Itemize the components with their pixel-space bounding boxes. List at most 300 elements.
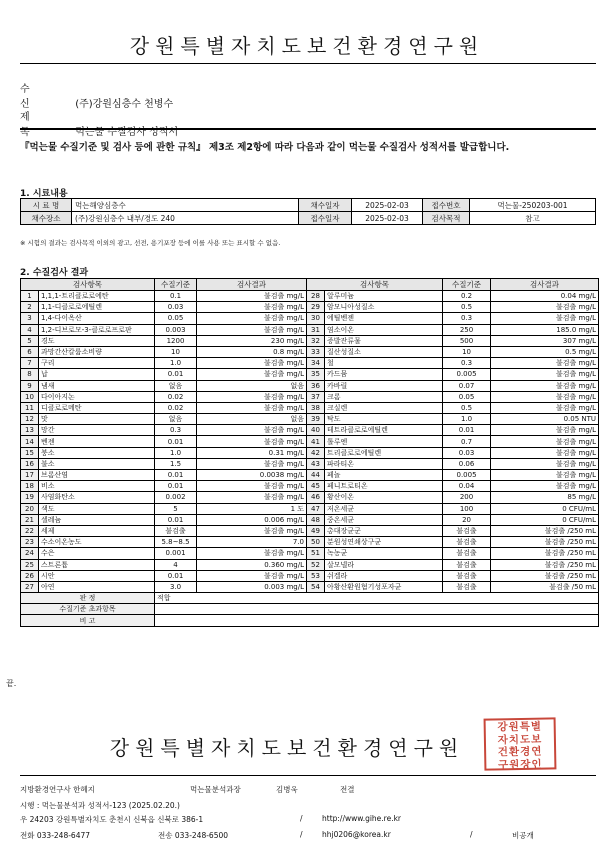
item-result: 불검출 mg/L bbox=[491, 391, 599, 402]
item-number: 39 bbox=[307, 414, 325, 425]
item-result: 불검출 mg/L bbox=[491, 458, 599, 469]
phone-number: 전화 033-248-6477 bbox=[20, 831, 91, 840]
title-divider bbox=[20, 63, 596, 64]
table-row bbox=[21, 358, 599, 369]
item-name: 1,2-디브로모-3-클로로프로판 bbox=[39, 324, 155, 335]
table-row bbox=[21, 335, 599, 346]
item-number: 32 bbox=[307, 335, 325, 346]
item-name: 톨루엔 bbox=[325, 436, 443, 447]
item-name: 다이아지논 bbox=[39, 391, 155, 402]
item-standard: 0.01 bbox=[443, 425, 491, 436]
results-header-row bbox=[21, 279, 599, 291]
item-result: 230 mg/L bbox=[197, 335, 307, 346]
item-standard: 10 bbox=[155, 346, 197, 357]
item-result: 불검출 /250 mL bbox=[491, 559, 599, 570]
item-standard: 불검출 bbox=[443, 581, 491, 592]
item-name: 분원성연쇄상구균 bbox=[325, 537, 443, 548]
item-name: 과망간산칼륨소비량 bbox=[39, 346, 155, 357]
item-number: 2 bbox=[21, 302, 39, 313]
table-row bbox=[21, 458, 599, 469]
judgement-row bbox=[21, 593, 599, 604]
item-name: 불소 bbox=[39, 458, 155, 469]
remark-row bbox=[21, 615, 599, 626]
item-result: 불검출 mg/L bbox=[197, 425, 307, 436]
footer-divider bbox=[20, 775, 596, 776]
item-result: 불검출 mg/L bbox=[197, 302, 307, 313]
item-name: 저온세균 bbox=[325, 503, 443, 514]
section-sample-title: 1. 시료내용 bbox=[20, 189, 68, 199]
item-number: 10 bbox=[21, 391, 39, 402]
item-number: 38 bbox=[307, 402, 325, 413]
table-row bbox=[21, 514, 599, 525]
item-name: 사염화탄소 bbox=[39, 492, 155, 503]
item-standard: 0.03 bbox=[443, 447, 491, 458]
exceed-label: 수질기준 초과항목 bbox=[21, 604, 155, 615]
item-number: 1 bbox=[21, 291, 39, 302]
item-name: 암모니아성질소 bbox=[325, 302, 443, 313]
item-name: 수은 bbox=[39, 548, 155, 559]
recipient-label: 수 신 bbox=[20, 84, 40, 110]
item-standard: 1.0 bbox=[443, 414, 491, 425]
item-number: 27 bbox=[21, 581, 39, 592]
item-name: 맛 bbox=[39, 414, 155, 425]
stamp-line: 건환경연 bbox=[497, 745, 543, 759]
item-number: 19 bbox=[21, 492, 39, 503]
item-name: 비소 bbox=[39, 481, 155, 492]
enforcement-line: 시행 : 먹는물분석과 성적서-123 (2025.02.20.) bbox=[20, 801, 180, 810]
item-standard: 불검출 bbox=[155, 525, 197, 536]
item-result: 불검출 mg/L bbox=[491, 369, 599, 380]
item-name: 1,4-다이옥산 bbox=[39, 313, 155, 324]
receipt-date-label: 접수일자 bbox=[299, 212, 352, 225]
item-number: 25 bbox=[21, 559, 39, 570]
item-standard: 20 bbox=[443, 514, 491, 525]
item-name: 황산이온 bbox=[325, 492, 443, 503]
place-value: (주)강원심층수 내부/경도 240 bbox=[72, 212, 299, 225]
item-name: 세제 bbox=[39, 525, 155, 536]
item-number: 36 bbox=[307, 380, 325, 391]
item-result: 불검출 mg/L bbox=[491, 481, 599, 492]
item-number: 35 bbox=[307, 369, 325, 380]
header-standard-left: 수질기준 bbox=[155, 279, 197, 291]
table-row bbox=[21, 570, 599, 581]
item-number: 29 bbox=[307, 302, 325, 313]
item-number: 43 bbox=[307, 458, 325, 469]
table-row bbox=[21, 525, 599, 536]
item-result: 불검출 mg/L bbox=[197, 358, 307, 369]
item-result: 307 mg/L bbox=[491, 335, 599, 346]
item-standard: 없음 bbox=[155, 414, 197, 425]
item-number: 20 bbox=[21, 503, 39, 514]
item-standard: 5.8~8.5 bbox=[155, 537, 197, 548]
remark-label: 비 고 bbox=[21, 615, 155, 626]
item-result: 불검출 mg/L bbox=[197, 548, 307, 559]
table-row bbox=[21, 447, 599, 458]
item-name: 아황산환원혐기성포자균 bbox=[325, 581, 443, 592]
item-result: 185.0 mg/L bbox=[491, 324, 599, 335]
recipient-row bbox=[20, 80, 173, 110]
url-slash: / bbox=[300, 814, 303, 823]
table-row bbox=[21, 537, 599, 548]
item-number: 12 bbox=[21, 414, 39, 425]
item-result: 불검출 mg/L bbox=[197, 391, 307, 402]
item-name: 페놀 bbox=[325, 470, 443, 481]
item-number: 16 bbox=[21, 458, 39, 469]
official-seal-stamp bbox=[484, 717, 557, 770]
bottom-org-title: 강원특별자치도보건환경연구원 bbox=[109, 736, 465, 760]
judgement-label: 판 정 bbox=[21, 593, 155, 604]
item-result: 불검출 mg/L bbox=[197, 481, 307, 492]
item-result: 불검출 /250 mL bbox=[491, 537, 599, 548]
collect-date-value: 2025-02-03 bbox=[352, 199, 423, 212]
approval-mark: 전결 bbox=[340, 785, 355, 794]
item-name: 질산성질소 bbox=[325, 346, 443, 357]
item-result: 0 CFU/mL bbox=[491, 514, 599, 525]
document-title: 강원특별자치도보건환경연구원 bbox=[129, 34, 485, 58]
item-number: 17 bbox=[21, 470, 39, 481]
intro-text: 『먹는물 수질기준 및 검사 등에 관한 규칙』 제3조 제2항에 따라 다음과 같이 먹는물 수질검사 성적서를 발급합니다. bbox=[20, 142, 510, 153]
item-name: 아연 bbox=[39, 581, 155, 592]
item-number: 52 bbox=[307, 559, 325, 570]
table-row bbox=[21, 414, 599, 425]
item-result: 불검출 mg/L bbox=[197, 492, 307, 503]
header-result-left: 검사결과 bbox=[197, 279, 307, 291]
item-name: 크롬 bbox=[325, 391, 443, 402]
staff-manager-name: 김병욱 bbox=[276, 785, 298, 794]
item-standard: 0.05 bbox=[155, 313, 197, 324]
item-number: 24 bbox=[21, 548, 39, 559]
item-standard: 0.3 bbox=[443, 313, 491, 324]
item-result: 불검출 mg/L bbox=[197, 525, 307, 536]
item-number: 54 bbox=[307, 581, 325, 592]
item-number: 23 bbox=[21, 537, 39, 548]
item-name: 녹농균 bbox=[325, 548, 443, 559]
item-number: 26 bbox=[21, 570, 39, 581]
sample-name-label: 시 료 명 bbox=[21, 199, 72, 212]
item-standard: 500 bbox=[443, 335, 491, 346]
fax-number: 전송 033-248-6500 bbox=[158, 831, 229, 840]
item-standard: 0.005 bbox=[443, 470, 491, 481]
table-row bbox=[21, 346, 599, 357]
purpose-value: 참고 bbox=[470, 212, 596, 225]
item-standard: 250 bbox=[443, 324, 491, 335]
item-standard: 1.5 bbox=[155, 458, 197, 469]
table-row bbox=[21, 581, 599, 592]
item-result: 0 CFU/mL bbox=[491, 503, 599, 514]
item-result: 불검출 mg/L bbox=[491, 470, 599, 481]
header-standard-right: 수질기준 bbox=[443, 279, 491, 291]
item-result: 0.003 mg/L bbox=[197, 581, 307, 592]
item-result: 불검출 mg/L bbox=[197, 291, 307, 302]
item-standard: 0.02 bbox=[155, 402, 197, 413]
item-result: 0.0038 mg/L bbox=[197, 470, 307, 481]
disclosure-slash: / bbox=[470, 830, 473, 839]
item-result: 불검출 mg/L bbox=[197, 324, 307, 335]
end-mark: 끝. bbox=[6, 679, 17, 688]
item-name: 경도 bbox=[39, 335, 155, 346]
item-number: 13 bbox=[21, 425, 39, 436]
item-name: 납 bbox=[39, 369, 155, 380]
item-name: 1,1,1-트리클로로에탄 bbox=[39, 291, 155, 302]
item-standard: 0.01 bbox=[155, 436, 197, 447]
staff-line bbox=[20, 784, 596, 795]
item-result: 불검출 /250 mL bbox=[491, 570, 599, 581]
item-result: 불검출 mg/L bbox=[491, 358, 599, 369]
item-result: 1 도 bbox=[197, 503, 307, 514]
item-standard: 불검출 bbox=[443, 559, 491, 570]
item-number: 15 bbox=[21, 447, 39, 458]
item-standard: 불검출 bbox=[443, 525, 491, 536]
item-standard: 0.04 bbox=[443, 481, 491, 492]
item-name: 디클로로메탄 bbox=[39, 402, 155, 413]
item-standard: 0.003 bbox=[155, 324, 197, 335]
receipt-no-value: 먹는물-250203-001 bbox=[470, 199, 596, 212]
item-number: 6 bbox=[21, 346, 39, 357]
item-standard: 0.01 bbox=[155, 470, 197, 481]
item-standard: 0.01 bbox=[155, 481, 197, 492]
section-results-title: 2. 수질검사 결과 bbox=[20, 268, 89, 278]
item-result: 불검출 mg/L bbox=[491, 402, 599, 413]
header-divider bbox=[20, 128, 596, 130]
item-number: 34 bbox=[307, 358, 325, 369]
item-name: 중온세균 bbox=[325, 514, 443, 525]
remark-value bbox=[155, 615, 599, 626]
item-number: 9 bbox=[21, 380, 39, 391]
item-standard: 1.0 bbox=[155, 447, 197, 458]
item-standard: 1.0 bbox=[155, 358, 197, 369]
item-standard: 0.002 bbox=[155, 492, 197, 503]
item-standard: 0.001 bbox=[155, 548, 197, 559]
exceed-value bbox=[155, 604, 599, 615]
subject-value: 먹는물 수질검사 성적서 bbox=[75, 127, 179, 138]
item-number: 40 bbox=[307, 425, 325, 436]
staff-researcher: 지방환경연구사 한혜지 bbox=[20, 785, 95, 794]
item-name: 알루미늄 bbox=[325, 291, 443, 302]
item-name: 염소이온 bbox=[325, 324, 443, 335]
staff-manager-title: 먹는물분석과장 bbox=[190, 785, 241, 794]
item-standard: 0.3 bbox=[443, 358, 491, 369]
item-name: 에틸벤젠 bbox=[325, 313, 443, 324]
stamp-line: 자치도보 bbox=[497, 733, 543, 746]
item-standard: 1200 bbox=[155, 335, 197, 346]
header-item-left: 검사항목 bbox=[21, 279, 155, 291]
item-number: 18 bbox=[21, 481, 39, 492]
item-number: 31 bbox=[307, 324, 325, 335]
item-standard: 0.07 bbox=[443, 380, 491, 391]
item-name: 철 bbox=[325, 358, 443, 369]
item-result: 불검출 mg/L bbox=[197, 402, 307, 413]
item-result: 불검출 mg/L bbox=[491, 313, 599, 324]
results-table bbox=[20, 278, 599, 627]
item-result: 0.5 mg/L bbox=[491, 346, 599, 357]
item-result: 0.360 mg/L bbox=[197, 559, 307, 570]
item-number: 28 bbox=[307, 291, 325, 302]
item-name: 망간 bbox=[39, 425, 155, 436]
item-result: 불검출 mg/L bbox=[197, 458, 307, 469]
item-standard: 불검출 bbox=[443, 537, 491, 548]
header-result-right: 검사결과 bbox=[491, 279, 599, 291]
receipt-date-value: 2025-02-03 bbox=[352, 212, 423, 225]
item-result: 불검출 mg/L bbox=[197, 369, 307, 380]
email-address[interactable]: hhj0206@korea.kr bbox=[322, 830, 391, 839]
item-standard: 0.5 bbox=[443, 302, 491, 313]
item-standard: 불검출 bbox=[443, 548, 491, 559]
item-standard: 0.01 bbox=[155, 514, 197, 525]
item-result: 불검출 /50 mL bbox=[491, 581, 599, 592]
item-standard: 0.02 bbox=[155, 391, 197, 402]
judgement-value: 적합 bbox=[155, 593, 599, 604]
item-number: 53 bbox=[307, 570, 325, 581]
item-name: 시안 bbox=[39, 570, 155, 581]
item-number: 48 bbox=[307, 514, 325, 525]
item-standard: 3.0 bbox=[155, 581, 197, 592]
recipient-value: (주)강원심층수 천병수 bbox=[75, 99, 174, 110]
item-standard: 0.3 bbox=[155, 425, 197, 436]
table-row bbox=[21, 313, 599, 324]
header-item-right: 검사항목 bbox=[307, 279, 443, 291]
item-number: 33 bbox=[307, 346, 325, 357]
item-result: 0.04 mg/L bbox=[491, 291, 599, 302]
item-name: 쉬겔라 bbox=[325, 570, 443, 581]
table-row bbox=[21, 503, 599, 514]
table-row bbox=[21, 492, 599, 503]
table-row bbox=[21, 402, 599, 413]
table-row bbox=[21, 548, 599, 559]
item-result: 0.05 NTU bbox=[491, 414, 599, 425]
purpose-label: 검사목적 bbox=[423, 212, 470, 225]
item-name: 크실렌 bbox=[325, 402, 443, 413]
sample-name-value: 먹는해양심층수 bbox=[72, 199, 299, 212]
item-standard: 0.05 bbox=[443, 391, 491, 402]
item-standard: 0.7 bbox=[443, 436, 491, 447]
website-link[interactable]: http://www.gihe.re.kr bbox=[322, 814, 402, 823]
item-number: 37 bbox=[307, 391, 325, 402]
item-result: 불검출 /250 mL bbox=[491, 548, 599, 559]
item-result: 불검출 mg/L bbox=[491, 425, 599, 436]
item-name: 살모넬라 bbox=[325, 559, 443, 570]
item-name: 수소이온농도 bbox=[39, 537, 155, 548]
table-row bbox=[21, 436, 599, 447]
item-number: 49 bbox=[307, 525, 325, 536]
item-standard: 0.01 bbox=[155, 369, 197, 380]
item-result: 불검출 mg/L bbox=[491, 380, 599, 391]
item-name: 트리클로로에틸렌 bbox=[325, 447, 443, 458]
item-number: 22 bbox=[21, 525, 39, 536]
address-line: 우 24203 강원특별자치도 춘천시 신북읍 신북로 386-1 bbox=[20, 815, 204, 824]
item-number: 3 bbox=[21, 313, 39, 324]
item-number: 30 bbox=[307, 313, 325, 324]
receipt-no-label: 접수번호 bbox=[423, 199, 470, 212]
item-name: 냄새 bbox=[39, 380, 155, 391]
item-number: 50 bbox=[307, 537, 325, 548]
table-row bbox=[21, 391, 599, 402]
item-number: 21 bbox=[21, 514, 39, 525]
item-result: 불검출 mg/L bbox=[491, 447, 599, 458]
item-number: 45 bbox=[307, 481, 325, 492]
item-standard: 0.2 bbox=[443, 291, 491, 302]
exceed-row bbox=[21, 604, 599, 615]
item-name: 벤젠 bbox=[39, 436, 155, 447]
item-name: 브롬산염 bbox=[39, 470, 155, 481]
table-row bbox=[21, 380, 599, 391]
item-number: 42 bbox=[307, 447, 325, 458]
item-standard: 200 bbox=[443, 492, 491, 503]
item-number: 4 bbox=[21, 324, 39, 335]
item-number: 46 bbox=[307, 492, 325, 503]
item-result: 7.0 bbox=[197, 537, 307, 548]
item-result: 없음 bbox=[197, 380, 307, 391]
table-row bbox=[21, 369, 599, 380]
item-result: 불검출 mg/L bbox=[197, 436, 307, 447]
item-result: 불검출 /250 mL bbox=[491, 525, 599, 536]
item-name: 파라티온 bbox=[325, 458, 443, 469]
item-result: 불검출 mg/L bbox=[491, 436, 599, 447]
place-label: 채수장소 bbox=[21, 212, 72, 225]
item-number: 11 bbox=[21, 402, 39, 413]
table-row bbox=[21, 302, 599, 313]
item-standard: 0.005 bbox=[443, 369, 491, 380]
table-row bbox=[21, 291, 599, 302]
table-row bbox=[21, 559, 599, 570]
item-number: 7 bbox=[21, 358, 39, 369]
item-standard: 0.5 bbox=[443, 402, 491, 413]
item-name: 1,1-디클로로에틸렌 bbox=[39, 302, 155, 313]
item-result: 0.006 mg/L bbox=[197, 514, 307, 525]
item-number: 47 bbox=[307, 503, 325, 514]
item-name: 카드뮴 bbox=[325, 369, 443, 380]
item-name: 테트라클로로에틸렌 bbox=[325, 425, 443, 436]
table-row bbox=[21, 481, 599, 492]
item-number: 8 bbox=[21, 369, 39, 380]
item-result: 없음 bbox=[197, 414, 307, 425]
item-standard: 불검출 bbox=[443, 570, 491, 581]
item-standard: 0.06 bbox=[443, 458, 491, 469]
item-standard: 0.03 bbox=[155, 302, 197, 313]
item-number: 44 bbox=[307, 470, 325, 481]
item-name: 탁도 bbox=[325, 414, 443, 425]
stamp-line: 구원장인 bbox=[497, 758, 543, 771]
item-name: 구리 bbox=[39, 358, 155, 369]
item-name: 붕소 bbox=[39, 447, 155, 458]
item-standard: 4 bbox=[155, 559, 197, 570]
item-name: 페니트로티온 bbox=[325, 481, 443, 492]
subject-row bbox=[20, 108, 178, 138]
sample-info-table bbox=[20, 198, 596, 225]
item-name: 증발잔류물 bbox=[325, 335, 443, 346]
table-row bbox=[21, 470, 599, 481]
item-result: 불검출 mg/L bbox=[197, 570, 307, 581]
item-standard: 100 bbox=[443, 503, 491, 514]
item-result: 불검출 mg/L bbox=[197, 313, 307, 324]
item-result: 불검출 mg/L bbox=[491, 302, 599, 313]
item-number: 14 bbox=[21, 436, 39, 447]
table-row bbox=[21, 324, 599, 335]
item-name: 카바릴 bbox=[325, 380, 443, 391]
item-name: 색도 bbox=[39, 503, 155, 514]
item-standard: 10 bbox=[443, 346, 491, 357]
item-result: 0.8 mg/L bbox=[197, 346, 307, 357]
item-result: 85 mg/L bbox=[491, 492, 599, 503]
item-number: 5 bbox=[21, 335, 39, 346]
disclosure-status: 비공개 bbox=[512, 831, 534, 840]
item-name: 총대장균군 bbox=[325, 525, 443, 536]
item-standard: 없음 bbox=[155, 380, 197, 391]
item-standard: 0.1 bbox=[155, 291, 197, 302]
subject-label: 제 목 bbox=[20, 112, 40, 138]
item-number: 51 bbox=[307, 548, 325, 559]
stamp-line: 강원특별 bbox=[497, 720, 543, 734]
item-standard: 5 bbox=[155, 503, 197, 514]
